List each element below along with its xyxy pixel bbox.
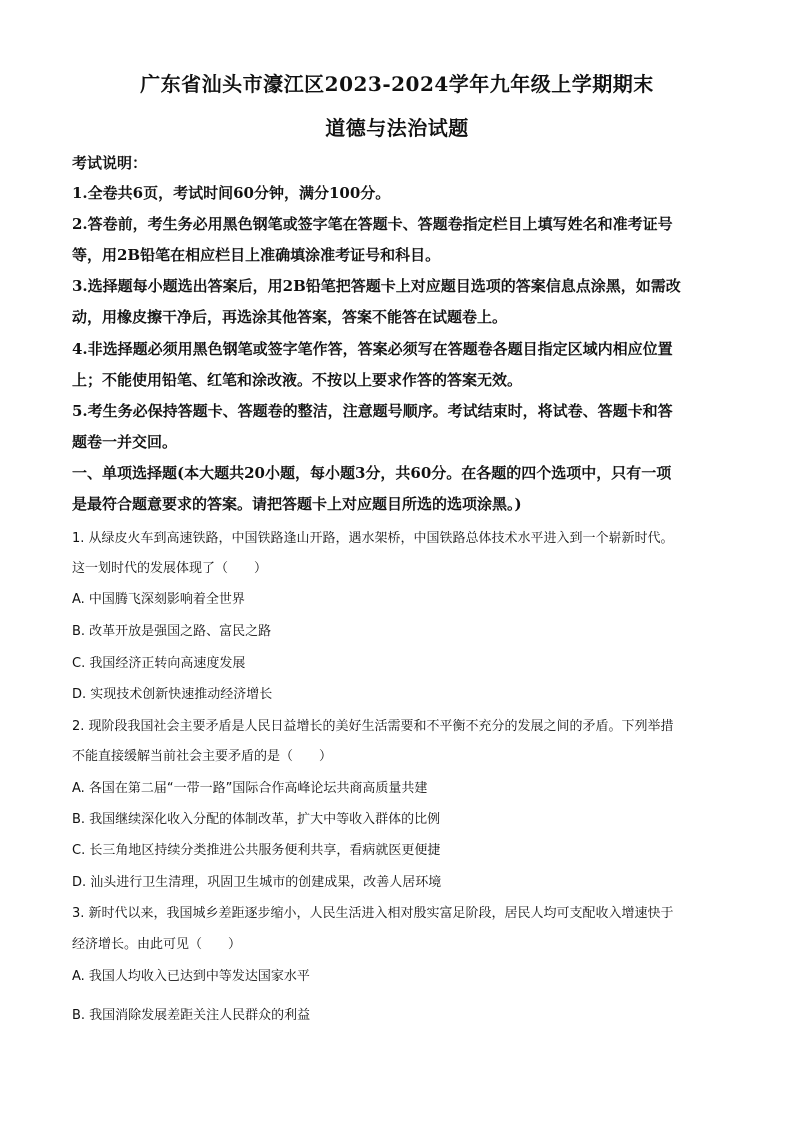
question-option: A. 各国在第二届“一带一路”国际合作高峰论坛共商高质量共建 [72, 781, 428, 796]
section-heading: 是最符合题意要求的答案。请把答题卡上对应题目所选的选项涂黑。) [72, 495, 522, 513]
instruction-line: 上；不能使用铅笔、红笔和涂改液。不按以上要求作答的答案无效。 [72, 371, 523, 389]
question-stem: 不能直接缓解当前社会主要矛盾的是（ ） [72, 749, 333, 764]
instruction-line: 动，用橡皮擦干净后，再选涂其他答案，答案不能答在试题卷上。 [72, 308, 508, 326]
section-heading: 一、单项选择题(本大题共20小题，每小题3分，共60分。在各题的四个选项中，只有一项 [72, 464, 672, 482]
instruction-line: 4.非选择题必须用黑色钢笔或签字笔作答，答案必须写在答题卷各题目指定区域内相应位置 [72, 340, 673, 358]
question-option: D. 汕头进行卫生清理，巩固卫生城市的创建成果，改善人居环境 [72, 875, 442, 890]
instructions-heading: 考试说明： [72, 154, 148, 172]
question-stem: 3. 新时代以来，我国城乡差距逐步缩小，人民生活进入相对殷实富足阶段，居民人均可支配收入增速快于 [72, 906, 674, 921]
question-option: B. 我国继续深化收入分配的体制改革，扩大中等收入群体的比例 [72, 812, 441, 827]
question-stem: 经济增长。由此可见（ ） [72, 937, 242, 952]
instruction-line: 5.考生务必保持答题卡、答题卷的整洁，注意题号顺序。考试结束时，将试卷、答题卡和答 [72, 402, 673, 420]
question-stem: 1. 从绿皮火车到高速铁路，中国铁路逢山开路，遇水架桥，中国铁路总体技术水平进入到一个崭新时代。 [72, 531, 674, 546]
instruction-line: 题卷一并交回。 [72, 433, 178, 451]
question-option: A. 我国人均收入已达到中等发达国家水平 [72, 969, 310, 984]
question-option: C. 我国经济正转向高速度发展 [72, 656, 246, 671]
question-option: D. 实现技术创新快速推动经济增长 [72, 687, 273, 702]
instruction-line: 3.选择题每小题选出答案后，用2B铅笔把答题卡上对应题目选项的答案信息点涂黑，如需改 [72, 277, 681, 295]
question-option: C. 长三角地区持续分类推进公共服务便利共享，看病就医更便捷 [72, 843, 441, 858]
exam-title: 广东省汕头市濠江区2023-2024学年九年级上学期期末 [140, 72, 654, 96]
instruction-line: 1.全卷共6页，考试时间60分钟，满分100分。 [72, 184, 391, 202]
question-option: B. 改革开放是强国之路、富民之路 [72, 624, 272, 639]
instruction-line: 等，用2B铅笔在相应栏目上准确填涂准考证号和科目。 [72, 246, 441, 264]
question-option: A. 中国腾飞深刻影响着全世界 [72, 592, 245, 607]
question-option: B. 我国消除发展差距关注人民群众的利益 [72, 1008, 311, 1023]
instruction-line: 2.答卷前，考生务必用黑色钢笔或签字笔在答题卡、答题卷指定栏目上填写姓名和准考证号 [72, 215, 673, 233]
question-stem: 这一划时代的发展体现了（ ） [72, 561, 268, 576]
question-stem: 2. 现阶段我国社会主要矛盾是人民日益增长的美好生活需要和不平衡不充分的发展之间的矛盾。下列举措 [72, 719, 674, 734]
exam-subtitle: 道德与法治试题 [325, 116, 469, 140]
